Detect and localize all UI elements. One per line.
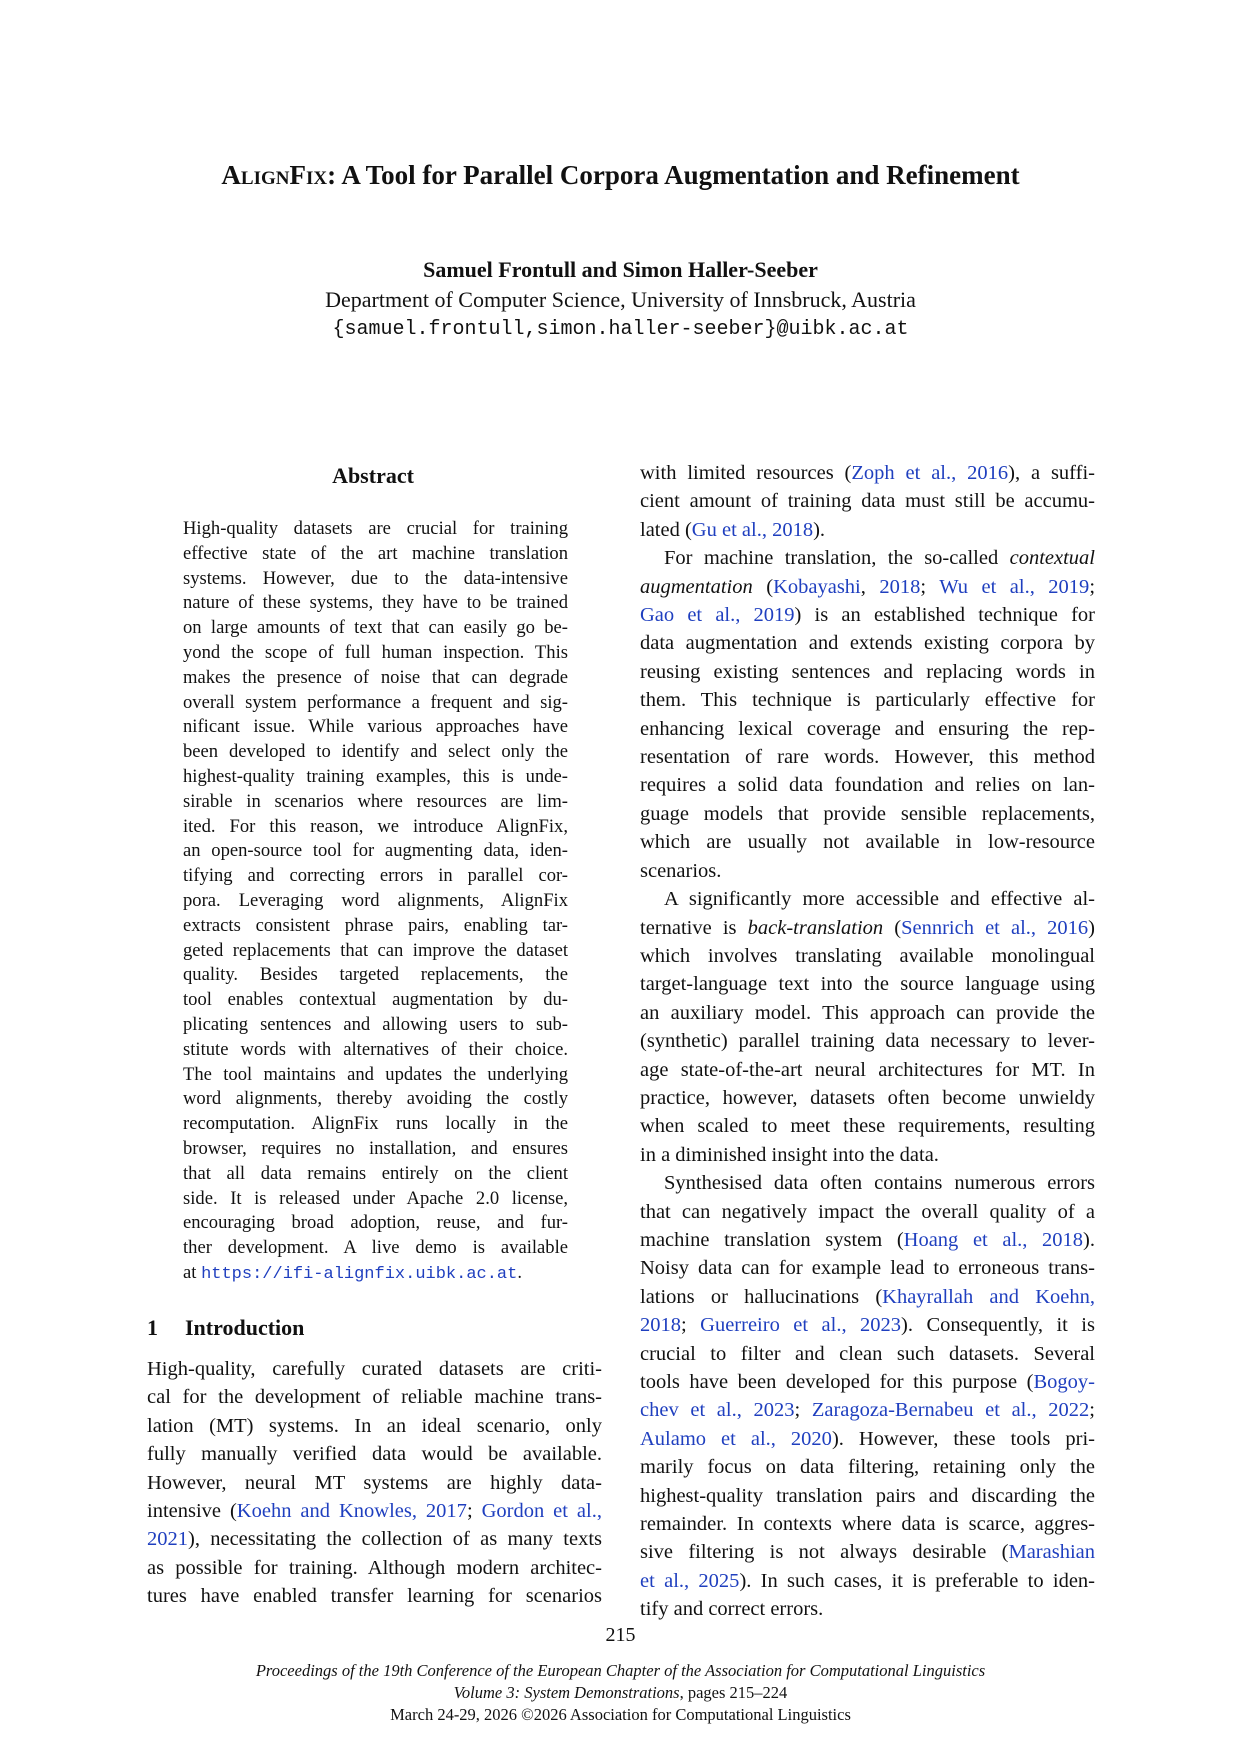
body-line [640,601,1095,629]
body-line: tify and correct errors. [640,1598,824,1621]
abstract-line: tool enables contextual augmentation by du- [183,989,568,1011]
body-line: age state-of-the-art neural architectures for MT. In [640,1058,1095,1081]
author-names: Samuel Frontull and Simon Haller-Seeber [423,257,818,282]
abstract-line: pora. Leveraging word alignments, AlignFix [183,889,568,911]
abstract-line: yond the scope of full human inspection. This [183,641,568,663]
text: For machine translation, the so-called [664,547,1010,570]
body-line [640,914,1095,942]
abstract-line: encouraging broad adoption, reuse, and fur- [183,1212,568,1234]
abstract-line: High-quality datasets are crucial for training [183,518,568,539]
footer-proceedings-line: Proceedings of the 19th Conference of the European Chapter of the Association for Computational Linguistics [255,1661,986,1680]
abstract-line: ther development. A live demo is available [183,1237,568,1259]
body-line: which involves translating available monolingual [640,944,1095,967]
citation-link[interactable]: 2018 [879,575,921,598]
text: lations or hallucinations ( [640,1285,883,1308]
body-line [640,516,1095,544]
body-line [640,1538,1095,1566]
body-line: lation (MT) systems. In an ideal scenario, only [147,1414,602,1437]
citation-link[interactable]: Zaragoza-Bernabeu et al., 2022 [811,1399,1090,1422]
abstract-line: systems. However, due to the data-intensive [183,567,568,589]
citation-link[interactable]: Gu et al., 2018 [691,518,814,541]
body-line [640,1283,1095,1311]
abstract-line: effective state of the art machine translation [183,542,568,564]
abstract-line: stitute words with alternatives of their choice. [183,1038,568,1060]
abstract-line: an open-source tool for augmenting data, iden- [183,840,568,862]
text: ( [752,575,774,598]
page-number: 215 [605,1624,636,1646]
body-line [640,1567,1095,1595]
body-line: marily focus on data filtering, retaining only the [640,1456,1095,1479]
text: sive filtering is not always desirable ( [640,1541,1009,1564]
abstract-line: extracts consistent phrase pairs, enabling tar- [183,914,568,936]
body-line: scenarios. [640,859,722,882]
body-line: enhancing lexical coverage and ensuring the rep- [640,717,1095,740]
abstract-line: word alignments, thereby avoiding the costly [183,1088,568,1110]
body-line [640,1396,1095,1424]
body-line: resentation of rare words. However, this method [640,746,1095,769]
text: ; [466,1500,482,1523]
body-line: target-language text into the source language using [640,973,1095,996]
abstract-line: browser, requires no installation, and ensures [183,1137,568,1159]
body-line: that can negatively impact the overall quality of a [640,1200,1095,1223]
abstract-line: tifying and correcting errors in parallel cor- [183,865,568,887]
body-line [147,1497,602,1525]
body-line: A significantly more accessible and effective al- [664,888,1095,911]
body-line [640,544,1095,572]
abstract-line: overall system performance a frequent and sig- [183,691,568,713]
text: tools have been developed for this purpose ( [640,1371,1034,1393]
citation-link[interactable]: Marashian [1008,1541,1095,1564]
abstract-line: side. It is released under Apache 2.0 license, [183,1187,568,1209]
citation-link[interactable]: Wu et al., 2019 [939,575,1090,598]
abstract-last-suffix: . [517,1261,522,1283]
text: lated ( [640,518,692,541]
abstract-last-prefix: at [183,1261,202,1283]
abstract-lines [183,517,568,1261]
body-line: requires a solid data foundation and relies on lan- [640,774,1095,797]
text: ). In such cases, it is preferable to iden- [739,1569,1095,1592]
body-line: reusing existing sentences and replacing words in [640,660,1095,683]
right-column-text [640,459,1095,1624]
section-number: 1 [147,1315,158,1340]
citation-link[interactable]: chev et al., 2023 [640,1399,795,1422]
body-line: data augmentation and extends existing corpora by [640,632,1095,655]
body-line: an auxiliary model. This approach can provide the [640,1001,1095,1024]
abstract-line: nature of these systems, they have to be trained [183,592,568,614]
text: ) [1088,916,1095,939]
proceedings-footer [0,1660,1241,1726]
text: ). [813,518,826,541]
section-title: Introduction [185,1315,305,1340]
body-line: crucial to filter and clean such datasets. Several [640,1342,1095,1365]
text: ; [794,1399,812,1422]
body-line: tures have enabled transfer learning for scenarios [147,1585,602,1608]
body-line: Noisy data can for example lead to erroneous trans- [640,1257,1095,1280]
abstract-line: on large amounts of text that can easily go be- [183,617,568,639]
body-line [640,573,1095,601]
body-line [147,1525,602,1553]
author-affiliation: Department of Computer Science, University of Innsbruck, Austria [325,287,916,312]
left-column-text [147,1355,602,1611]
body-line: in a diminished insight into the data. [640,1143,939,1166]
citation-link[interactable]: Kobayashi [773,575,861,598]
body-line: as possible for training. Although modern architec- [147,1556,602,1579]
citation-link[interactable]: Gao et al., 2019 [640,604,795,627]
text: with limited resources ( [640,462,852,484]
citation-link[interactable]: Sennrich et al., 2016 [901,916,1089,939]
body-line: cal for the development of reliable machine trans- [147,1386,602,1409]
footer-volume: Volume 3: System Demonstrations [453,1683,680,1702]
title-tool-name: AlignFix [221,160,328,190]
citation-link[interactable]: Gordon et al., [481,1500,602,1523]
text: ; [920,575,940,598]
abstract-line: quality. Besides targeted replacements, the [183,964,568,986]
body-line [640,1311,1095,1339]
text: intensive ( [147,1500,237,1523]
abstract-heading: Abstract [332,463,414,488]
body-line [640,1425,1095,1453]
body-line: them. This technique is particularly effective for [640,689,1095,712]
text: ) is an established technique for [794,604,1095,627]
text: ). However, these tools pri- [831,1427,1095,1450]
text: ; [1089,1399,1095,1422]
body-line: which are usually not available in low-resource [640,831,1095,854]
abstract-last-line [183,1261,568,1288]
body-line: (synthetic) parallel training data necessary to lever- [640,1030,1095,1053]
body-line [640,1368,1095,1396]
body-line: guage models that provide sensible replacements, [640,802,1095,825]
abstract-line: geted replacements that can improve the dataset [183,939,568,961]
text: machine translation system ( [640,1228,904,1251]
body-line [640,1226,1095,1254]
text: ; [681,1314,701,1337]
abstract-line: plicating sentences and allowing users to sub- [183,1013,568,1035]
body-line [640,459,1095,487]
abstract-line: sirable in scenarios where resources are lim- [183,790,568,812]
text: ), a suffi- [1008,462,1095,484]
body-line: Synthesised data often contains numerous errors [664,1172,1095,1195]
body-line: when scaled to meet these requirements, resulting [640,1115,1095,1138]
abstract-line: ited. For this reason, we introduce AlignFix, [183,815,568,837]
footer-date-line: March 24-29, 2026 ©2026 Association for Computational Linguistics [390,1705,851,1724]
text: ). [1083,1228,1095,1251]
abstract-body [183,517,568,1288]
paper-title [0,158,1241,192]
citation-link[interactable]: Aulamo et al., 2020 [640,1427,832,1450]
citation-link[interactable]: Hoang et al., 2018 [903,1228,1084,1251]
citation-link[interactable]: Bogoy- [1033,1371,1095,1393]
title-rest: : A Tool for Parallel Corpora Augmentation and Refinement [327,160,1020,190]
abstract-line: been developed to identify and select only the [183,741,568,763]
footer-volume-line [0,1682,1241,1704]
citation-link[interactable]: 2021 [147,1528,188,1551]
text: ). Consequently, it is [901,1314,1095,1337]
italic-term: contextual [1009,547,1095,570]
abstract-line: highest-quality training examples, this is unde- [183,765,568,787]
body-line: practice, however, datasets often become unwieldy [640,1086,1095,1109]
citation-link[interactable]: Guerreiro et al., 2023 [700,1314,902,1337]
italic-term: back-translation [747,916,884,939]
body-line: cient amount of training data must still be accumu- [640,490,1095,513]
citation-link[interactable]: Zoph et al., 2016 [851,462,1009,484]
text: ; [1089,575,1096,598]
text: ternative is [640,916,748,939]
citation-link[interactable]: et al., 2025 [640,1569,740,1592]
abstract-line: makes the presence of noise that can degrade [183,666,568,688]
citation-link[interactable]: Khayrallah and Koehn, [882,1285,1095,1308]
text: ( [883,916,902,939]
body-line: High-quality, carefully curated datasets are criti- [147,1358,602,1380]
abstract-line: that all data remains entirely on the client [183,1162,568,1184]
demo-link[interactable]: https://ifi-alignfix.uibk.ac.at [201,1264,518,1284]
citation-link[interactable]: 2018 [640,1314,681,1337]
body-line: However, neural MT systems are highly data- [147,1471,602,1494]
body-line: fully manually verified data would be available. [147,1443,602,1466]
body-line: remainder. In contexts where data is scarce, aggres- [640,1513,1095,1536]
text: , [860,575,880,598]
abstract-line: The tool maintains and updates the underlying [183,1063,568,1085]
body-line: highest-quality translation pairs and discarding the [640,1484,1095,1507]
footer-pages: , pages 215–224 [679,1683,788,1702]
abstract-line: recomputation. AlignFix runs locally in the [183,1113,568,1135]
abstract-line: nificant issue. While various approaches have [183,716,568,738]
citation-link[interactable]: Koehn and Knowles, 2017 [236,1500,467,1523]
section-heading-introduction [147,1314,304,1342]
author-emails: {samuel.frontull,simon.haller-seeber}@uibk.ac.at [332,318,909,341]
text: ), necessitating the collection of as many texts [188,1528,602,1551]
italic-term: augmentation [640,575,753,598]
